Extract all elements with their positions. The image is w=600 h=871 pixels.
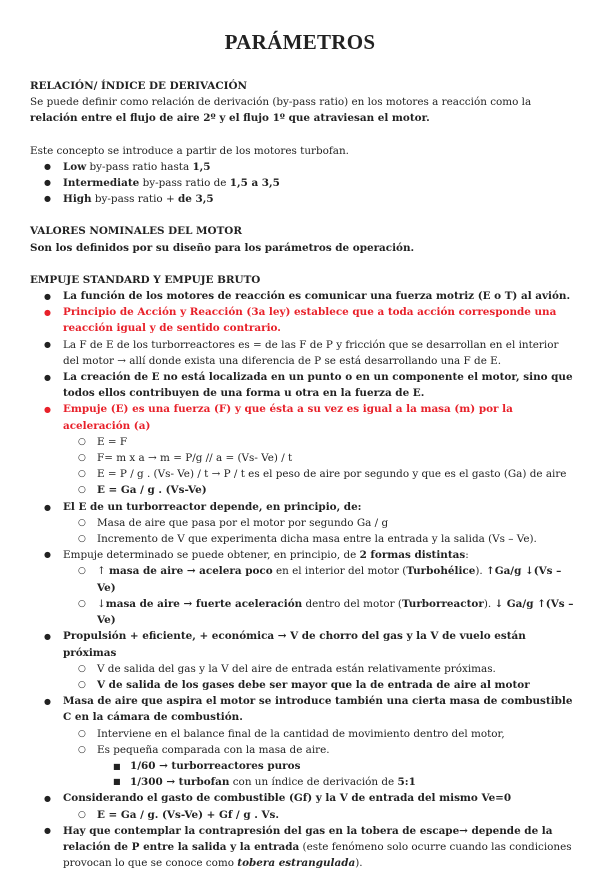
- list-item: ● Propulsión + eficiente, + económica → V de chorro del gas y la V de vuelo están próximas: [30, 628, 575, 660]
- section-heading-bypass: RELACIÓN/ ÍNDICE DE DERIVACIÓN: [30, 80, 248, 92]
- text-bold: High: [63, 193, 92, 206]
- text: ).: [355, 857, 363, 870]
- list-item: ● La función de los motores de reacción es comunicar una fuerza motriz (E o T) al avión.: [30, 288, 575, 304]
- list-item: [30, 823, 575, 871]
- text-bold: masa de aire → fuerte aceleración: [105, 597, 303, 610]
- text-bold: masa de aire → acelera poco: [109, 565, 273, 578]
- list-subitem: ○ E = P / g . (Vs- Ve) / t → P / t es el peso de aire por segundo y que es el gasto (Ga) de aire: [30, 466, 575, 482]
- text-bold: Turbohélice: [406, 565, 476, 578]
- text-bold: Intermediate: [63, 177, 140, 190]
- paragraph-nominal: Son los definidos por su diseño para los parámetros de operación.: [30, 241, 415, 254]
- text-bold: de 3,5: [177, 193, 214, 206]
- text: by-pass ratio de: [139, 177, 230, 190]
- text-bold: 5:1: [397, 776, 416, 789]
- list-subitem: ○ Masa de aire que pasa por el motor por segundo Ga / g: [30, 515, 575, 531]
- list-item: [30, 547, 575, 563]
- list-item: ● Principio de Acción y Reacción (3a ley) establece que a toda acción corresponde una reacción igual y de sentido contrario.: [30, 304, 575, 336]
- list-item: [30, 159, 575, 175]
- text-bold: Hay que contemplar la contrapresión del gas en la tobera de escape→ depende de la relación de P entre la salida y la entrada: [63, 824, 553, 853]
- list-subitem: ○ Es pequeña comparada con la masa de aire.: [30, 742, 575, 758]
- text: con un índice de derivación de: [229, 776, 398, 789]
- text: Se puede definir como relación de derivación (by-pass ratio) en los motores a reacción como la: [30, 96, 532, 109]
- list-subitem: [30, 596, 575, 628]
- list-subsubitem: [30, 774, 575, 790]
- text-bold: 1,5 a 3,5: [229, 177, 280, 190]
- list-item: ● La creación de E no está localizada en un punto o en un componente el motor, sino que todos ellos contribuyen de una forma u otra en la fuerza de E.: [30, 369, 575, 401]
- paragraph-turbofan: Este concepto se introduce a partir de los motores turbofan.: [30, 144, 349, 157]
- text-bold: 1/300 → turbofan: [130, 776, 230, 789]
- text-bold: ↑Ga/g ↓(Vs – Ve): [97, 565, 562, 594]
- section-heading-thrust: EMPUJE STANDARD Y EMPUJE BRUTO: [30, 273, 261, 286]
- list-subitem: ○ F= m x a → m = P/g // a = (Vs- Ve) / t: [30, 450, 575, 466]
- list-subitem: [30, 563, 575, 595]
- text: ).: [483, 597, 495, 610]
- text: ↑: [97, 565, 110, 578]
- list-subitem: ○ Incremento de V que experimenta dicha masa entre la entrada y la salida (Vs – Ve).: [30, 531, 575, 547]
- bypass-list: [30, 159, 575, 208]
- text: dentro del motor (: [302, 597, 402, 610]
- text: by-pass ratio +: [91, 193, 178, 206]
- list-subitem: ○ E = F: [30, 434, 575, 450]
- text-bold: Low: [63, 160, 87, 173]
- text-bold: ↓ Ga/g ↑(Vs – Ve): [97, 597, 574, 627]
- text: by-pass ratio hasta: [86, 160, 193, 173]
- list-subitem: ○ V de salida del gas y la V del aire de entrada están relativamente próximas.: [30, 661, 575, 677]
- text-bold: 1,5: [192, 160, 211, 173]
- list-subsubitem: ■ 1/60 → turborreactores puros: [30, 758, 575, 774]
- section-heading-nominal: VALORES NOMINALES DEL MOTOR: [30, 225, 242, 238]
- text-bold: 2 formas distintas: [359, 549, 466, 562]
- list-item: ● Masa de aire que aspira el motor se introduce también una cierta masa de combustible C en la cámara de combustión.: [30, 693, 575, 725]
- list-item: ● El E de un turborreactor depende, en principio, de:: [30, 499, 575, 515]
- list-subitem: ○ Interviene en el balance final de la cantidad de movimiento dentro del motor,: [30, 726, 575, 742]
- list-subitem: ○ E = Ga / g. (Vs-Ve) + Gf / g . Vs.: [30, 807, 575, 823]
- text-bold-italic: tobera estrangulada: [237, 857, 356, 870]
- list-item: [30, 191, 575, 207]
- thrust-list: [30, 288, 575, 871]
- text-bold: relación entre el flujo de aire 2º y el flujo 1º que atraviesan el motor.: [30, 112, 430, 125]
- text: ).: [475, 565, 486, 578]
- list-item: ● La F de E de los turborreactores es = de las F de P y fricción que se desarrollan en el interior del motor → allí donde exista una diferencia de P se está desarrollando una F de E.: [30, 337, 575, 369]
- list-subitem: ○ E = Ga / g . (Vs-Ve): [30, 482, 575, 498]
- list-item: ● Considerando el gasto de combustible (Gf) y la V de entrada del mismo Ve=0: [30, 790, 575, 806]
- text: en el interior del motor (: [272, 565, 407, 578]
- text: (este fenómeno solo ocurre cuando las condiciones provocan lo que se conoce como: [63, 840, 572, 870]
- list-item: [30, 175, 575, 191]
- list-item: ● Empuje (E) es una fuerza (F) y que ésta a su vez es igual a la masa (m) por la aceleración (a): [30, 401, 575, 433]
- text-bold: Turborreactor: [401, 597, 484, 610]
- list-subitem: ○ V de salida de los gases debe ser mayor que la de entrada de aire al motor: [30, 677, 575, 693]
- document-body: [30, 78, 575, 871]
- text: ↓: [97, 597, 106, 610]
- paragraph-bypass-definition: [30, 94, 575, 126]
- page-title: PARÁMETROS: [224, 30, 376, 54]
- text: :: [465, 549, 469, 562]
- text: Empuje determinado se puede obtener, en principio, de: [63, 549, 360, 562]
